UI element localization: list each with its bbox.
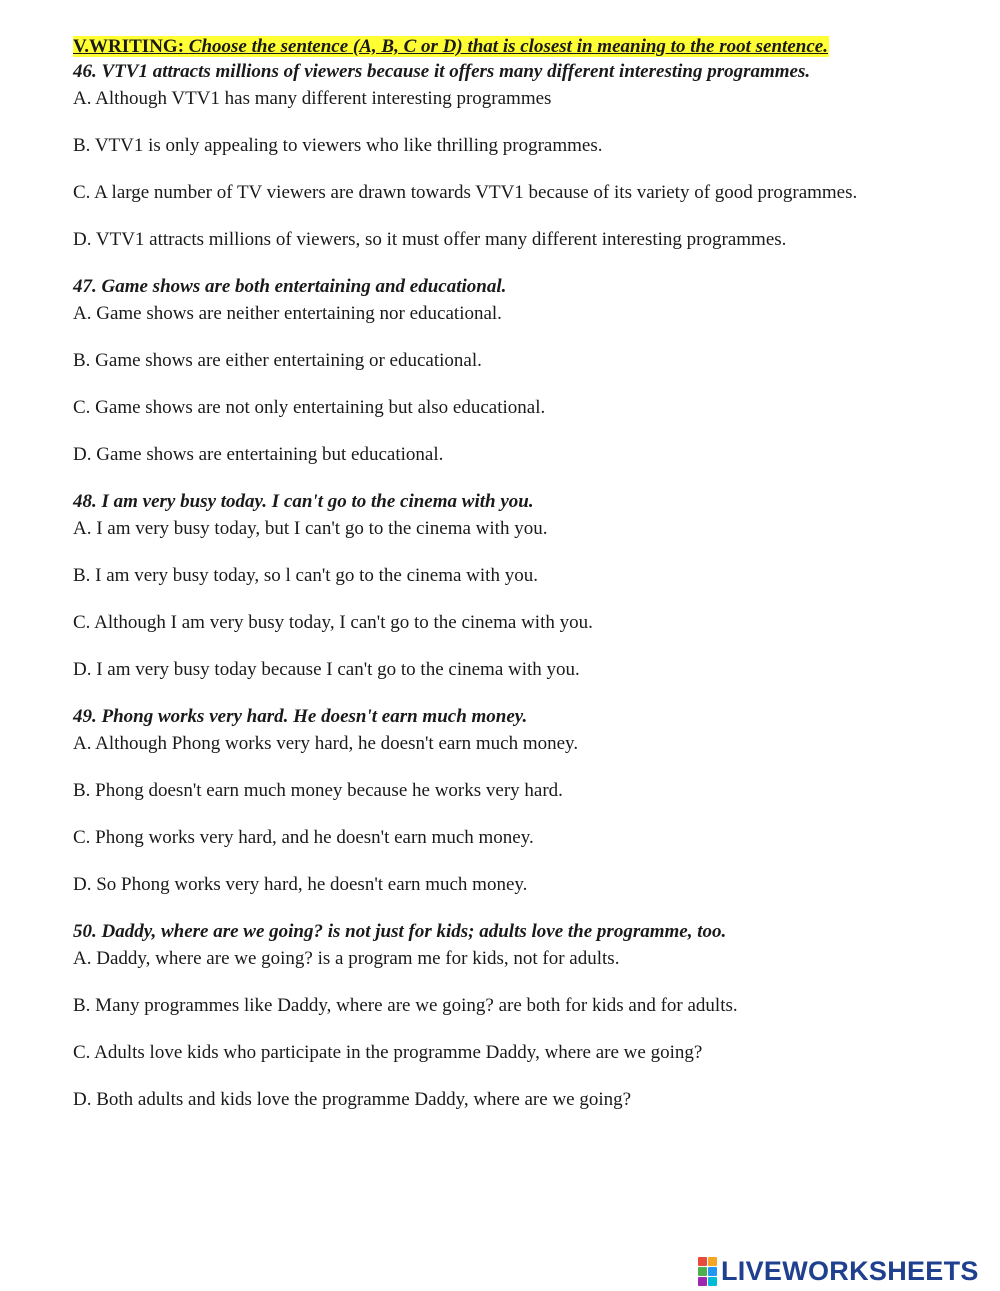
worksheet-page (73, 36, 963, 1113)
logo-blocks-icon (698, 1257, 717, 1286)
question-47 (73, 273, 963, 468)
liveworksheets-logo (698, 1256, 979, 1286)
option-a[interactable]: A. I am very busy today, but I can't go to the cinema with you. (73, 518, 548, 539)
question-stem: 50. Daddy, where are we going? is not just for kids; adults love the programme, too. (73, 921, 727, 942)
logo-block (698, 1277, 707, 1286)
question-48 (73, 488, 963, 683)
question-46 (73, 58, 963, 253)
section-heading (73, 36, 963, 58)
option-c[interactable]: C. Phong works very hard, and he doesn't earn much money. (73, 827, 534, 848)
logo-block (698, 1267, 707, 1276)
question-50 (73, 918, 963, 1113)
option-b[interactable]: B. I am very busy today, so l can't go to the cinema with you. (73, 565, 538, 586)
option-b[interactable]: B. Phong doesn't earn much money because he works very hard. (73, 780, 563, 801)
instruction-text: Choose the sentence (A, B, C or D) that is closest in meaning to the root sentence. (188, 36, 828, 57)
option-c[interactable]: C. A large number of TV viewers are drawn towards VTV1 because of its variety of good programmes. (73, 182, 858, 203)
option-d[interactable]: D. I am very busy today because I can't go to the cinema with you. (73, 659, 580, 680)
option-d[interactable]: D. So Phong works very hard, he doesn't earn much money. (73, 874, 528, 895)
option-d[interactable]: D. Game shows are entertaining but educational. (73, 444, 444, 465)
option-d[interactable]: D. Both adults and kids love the programme Daddy, where are we going? (73, 1089, 632, 1110)
question-stem: 49. Phong works very hard. He doesn't earn much money. (73, 706, 528, 727)
option-d[interactable]: D. VTV1 attracts millions of viewers, so it must offer many different interesting programmes. (73, 229, 787, 250)
option-a[interactable]: A. Although VTV1 has many different interesting programmes (73, 88, 552, 109)
option-a[interactable]: A. Although Phong works very hard, he doesn't earn much money. (73, 733, 579, 754)
logo-block (708, 1257, 717, 1266)
section-label: V.WRITING: (73, 36, 185, 57)
option-b[interactable]: B. VTV1 is only appealing to viewers who like thrilling programmes. (73, 135, 603, 156)
question-stem: 48. I am very busy today. I can't go to the cinema with you. (73, 491, 534, 512)
option-c[interactable]: C. Although I am very busy today, I can't go to the cinema with you. (73, 612, 593, 633)
option-b[interactable]: B. Game shows are either entertaining or educational. (73, 350, 482, 371)
option-b[interactable]: B. Many programmes like Daddy, where are we going? are both for kids and for adults. (73, 995, 738, 1016)
question-49 (73, 703, 963, 898)
question-stem: 46. VTV1 attracts millions of viewers because it offers many different interesting programmes. (73, 61, 811, 82)
question-stem: 47. Game shows are both entertaining and educational. (73, 276, 507, 297)
logo-block (708, 1277, 717, 1286)
option-a[interactable]: A. Game shows are neither entertaining nor educational. (73, 303, 502, 324)
logo-text: LIVEWORKSHEETS (721, 1256, 979, 1286)
logo-block (708, 1267, 717, 1276)
option-c[interactable]: C. Game shows are not only entertaining but also educational. (73, 397, 546, 418)
section-heading-highlight (73, 36, 829, 57)
option-a[interactable]: A. Daddy, where are we going? is a program me for kids, not for adults. (73, 948, 620, 969)
logo-block (698, 1257, 707, 1266)
option-c[interactable]: C. Adults love kids who participate in the programme Daddy, where are we going? (73, 1042, 703, 1063)
